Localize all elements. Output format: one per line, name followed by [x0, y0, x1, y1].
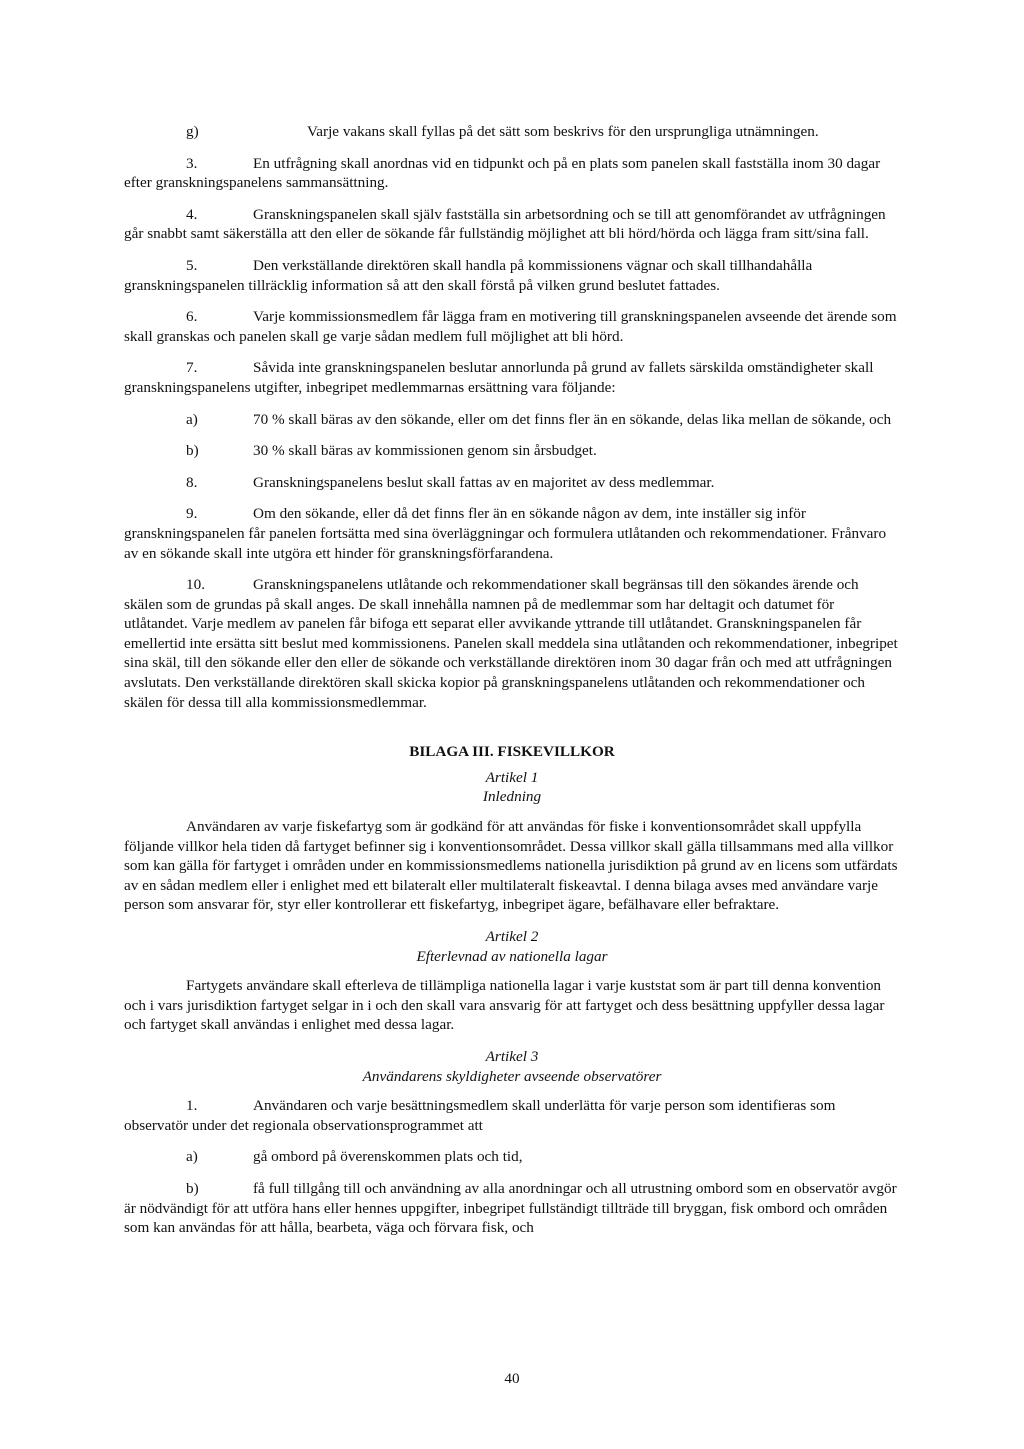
article-title: Artikel 3	[485, 1047, 539, 1065]
item-label: a)	[186, 410, 198, 428]
item-text: 30 % skall bäras av kommissionen genom sin årsbudget.	[253, 442, 597, 460]
article-title: Artikel 1	[485, 768, 539, 786]
item-text: Varje kommissionsmedlem får lägga fram en motivering till granskningspanelen avseende det ärende som skall granskas och panelen skall ge varje sådan medlem full möjlighet att bli hörd.	[124, 308, 897, 345]
item-text: Om den sökande, eller då det finns fler än en sökande någon av dem, inte inställer sig inför granskningspanelen får panelen fortsätta med sina överläggningar och formulera utlåtanden och rekommendationer. Frånvaro av en sökande skall inte utgöra ett hinder för granskningsförfarandena.	[124, 505, 887, 562]
article-title: Artikel 2	[485, 928, 539, 945]
item-label: 1.	[186, 1097, 198, 1115]
item-label: a)	[186, 1148, 198, 1166]
article-subtitle: Efterlevnad av nationella lagar	[416, 947, 608, 965]
item-9	[124, 504, 900, 563]
item-8	[124, 473, 900, 493]
item-label: 7.	[186, 359, 198, 377]
item-text: Användaren och varje besättningsmedlem skall underlätta för varje person som identifieras som observatör under det regionala observationsprogrammet att	[124, 1097, 836, 1134]
item-label: g)	[186, 123, 199, 140]
document-body	[124, 122, 900, 1250]
item-label: 3.	[186, 154, 198, 172]
item-7	[124, 358, 900, 397]
item-label: 4.	[186, 205, 198, 223]
item-text: Granskningspanelen skall själv fastställa sin arbetsordning och se till att genomförandet av utfrågningen går snabbt samt säkerställa att den eller de sökande får fullständig möjlighet att bli hörd/hörda och lägga fram sitt/sina fall.	[124, 205, 886, 243]
item-text: få full tillgång till och användning av alla anordningar och all utrustning ombord som en observatör avgör är nödvändigt för att utföra hans eller hennes uppgifter, inbegripet fullständigt tillträde till bryggan, fisk ombord och områden som kan användas för att hålla, bearbeta, väga och förvara fisk, och	[124, 1179, 897, 1237]
article-subtitle: Användarens skyldigheter avseende observatörer	[362, 1067, 662, 1085]
item-text: Varje vakans skall fyllas på det sätt som beskrivs för den ursprungliga utnämningen.	[307, 123, 819, 140]
article-2-header	[124, 927, 900, 966]
item-text: gå ombord på överenskommen plats och tid,	[253, 1148, 523, 1166]
article-1-text: Användaren av varje fiskefartyg som är godkänd för att användas för fiske i konventionsområdet skall uppfylla följande villkor hela tiden då fartyget befinner sig i konventionsområdet. Dessa villkor skall gälla tillsammans med alla villkor som kan gälla för fartyget i områden under en kommissionsmedlems nationella jurisdiktion på grund av en licens som utfärdats av en sådan medlem eller i enlighet med ett bilateralt eller multilateralt fiskeavtal. I denna bilaga avses med användare varje person som ansvarar för, styr eller kontrollerar ett fiskefartyg, inbegripet ägare, befälhavare eller befraktare.	[124, 818, 898, 914]
item-label: 5.	[186, 256, 198, 274]
article-3-item-a	[124, 1147, 900, 1167]
item-label: b)	[186, 1179, 199, 1197]
item-b	[124, 441, 900, 461]
item-text: En utfrågning skall anordnas vid en tidpunkt och på en plats som panelen skall fastställa inom 30 dagar efter granskningspanelens sammansättning.	[124, 154, 881, 192]
item-5	[124, 256, 900, 295]
item-label: 9.	[186, 505, 198, 523]
item-a	[124, 410, 900, 430]
item-6	[124, 307, 900, 346]
item-text: Granskningspanelens beslut skall fattas av en majoritet av dess medlemmar.	[253, 473, 715, 491]
article-3-header	[124, 1047, 900, 1086]
page-number: 40	[504, 1370, 520, 1387]
item-3	[124, 154, 900, 193]
item-4	[124, 205, 900, 244]
article-3-item-1	[124, 1096, 900, 1135]
item-text: Granskningspanelens utlåtande och rekommendationer skall begränsas till den sökandes ärende och skälen som de grundas på skall anges. De skall innehålla namnen på de medlemmar som har deltagit och datumet för utlåtandet. Varje medlem av panelen får bifoga ett separat eller avvikande yttrande till utlåtandet. Granskningspanelen får emellertid inte ersätta sitt beslut med kommissionens. Panelen skall meddela sina utlåtanden och rekommendationer, inbegripet sina skäl, till den sökande eller den eller de sökande och verkställande direktören inom 30 dagar från och med att utfrågningen avslutats. Den verkställande direktören skall skicka kopior på granskningspanelens utlåtanden och rekommendationer och skälen för dessa till alla kommissionsmedlemmar.	[124, 576, 898, 711]
article-subtitle: Inledning	[482, 788, 542, 806]
annex-heading: BILAGA III. FISKEVILLKOR	[409, 743, 615, 761]
item-label: 10.	[186, 576, 205, 594]
item-text: 70 % skall bäras av den sökande, eller om det finns fler än en sökande, delas lika mellan de sökande, och	[253, 410, 892, 428]
item-text: Såvida inte granskningspanelen beslutar annorlunda på grund av fallets särskilda omständigheter skall granskningspanelens utgifter, inbegripet medlemmarnas ersättning vara följande:	[124, 359, 874, 396]
item-label: 8.	[186, 473, 198, 491]
article-1-header	[124, 768, 900, 807]
item-10	[124, 575, 900, 712]
article-3-item-b	[124, 1179, 900, 1238]
item-text: Den verkställande direktören skall handla på kommissionens vägnar och skall tillhandahålla granskningspanelen tillräcklig information så att den skall förstå på vilken grund beslutet fattades.	[124, 256, 813, 294]
article-2-text: Fartygets användare skall efterleva de tillämpliga nationella lagar i varje kuststat som är part till denna konvention och i vars jurisdiktion fartyget selgar in i och den skall vara ansvarig för att fartyget och dess besättning uppfyller dessa lagar och fartyget skall användas i enlighet med dessa lagar.	[124, 977, 885, 1034]
item-label: 6.	[186, 308, 198, 326]
item-g	[124, 122, 900, 142]
item-label: b)	[186, 442, 199, 460]
